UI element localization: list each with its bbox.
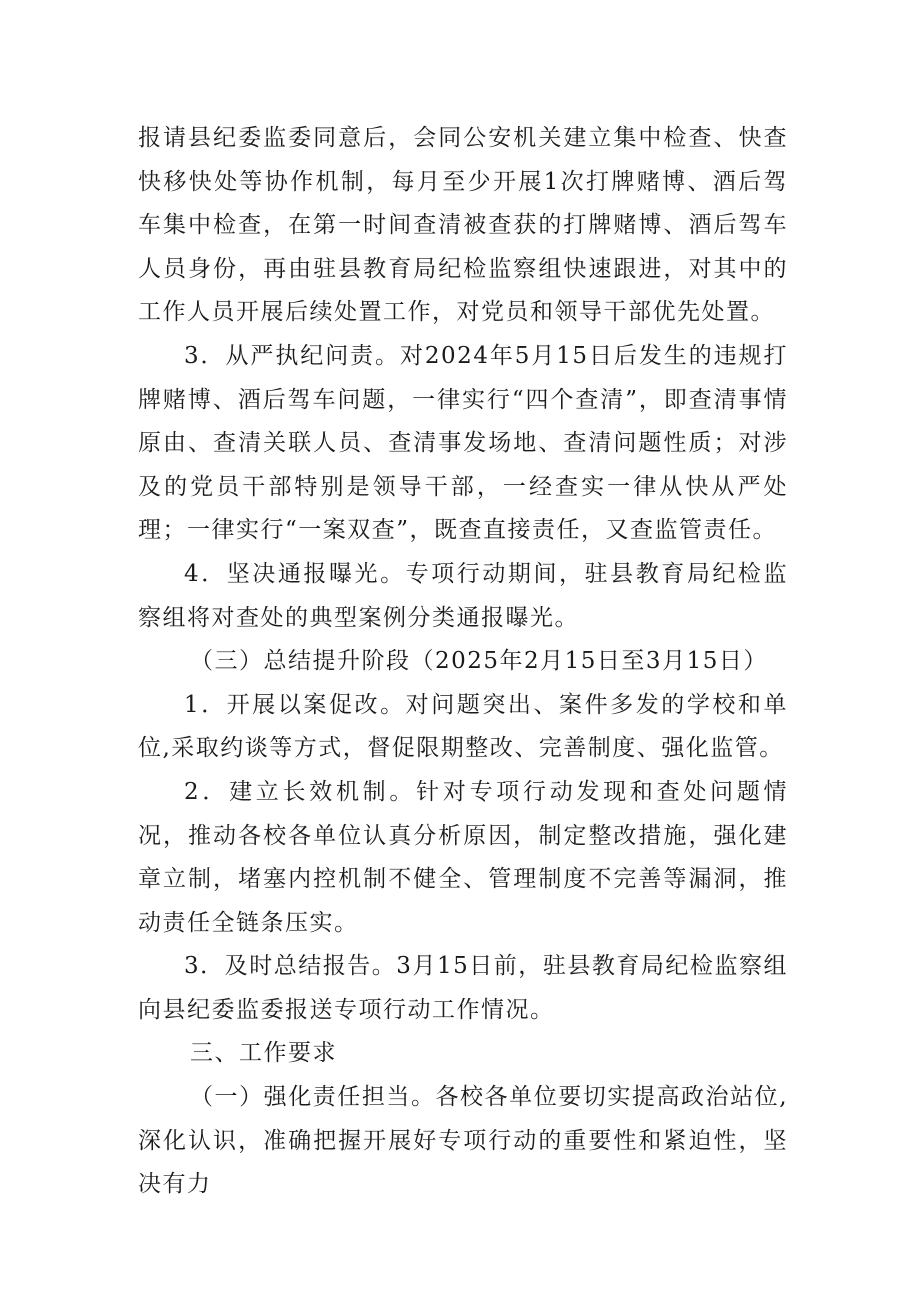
paragraph-item-2-mechanism: 2．建立长效机制。针对专项行动发现和查处问题情况，推动各校各单位认真分析原因，制定整改措施，强化建章立制，堵塞内控机制不健全、管理制度不完善等漏洞，推动责任全链条压实。 (138, 778, 788, 936)
paragraph-continuation: 报请县纪委监委同意后，会同公安机关建立集中检查、快查快移快处等协作机制，每月至少开展1次打牌赌博、酒后驾车集中检查，在第一时间查清被查获的打牌赌博、酒后驾车人员身份，再由驻县教育局纪检监察组快速跟进，对其中的工作人员开展后续处置工作，对党员和领导干部优先处置。 (138, 125, 788, 326)
paragraph-item-3-discipline: 3．从严执纪问责。对2024年5月15日后发生的违规打牌赌博、酒后驾车问题，一律实行“四个查清”，即查清事情原由、查清关联人员、查清事发场地、查清问题性质；对涉及的党员干部特别是领导干部，一经查实一律从快从严处理；一律实行“一案双查”，既查直接责任，又查监管责任。 (138, 342, 788, 544)
paragraph-item-4-exposure: 4．坚决通报曝光。专项行动期间，驻县教育局纪检监察组将对查处的典型案例分类通报曝光。 (138, 560, 788, 631)
document-body (138, 117, 788, 1207)
paragraph-requirement-1: （一）强化责任担当。各校各单位要切实提高政治站位,深化认识，准确把握开展好专项行动的重要性和紧迫性，坚决有力 (138, 1084, 788, 1198)
section-heading-requirements: 三、工作要求 (190, 1040, 337, 1067)
section-heading-stage-three: （三）总结提升阶段（2025年2月15日至3月15日） (190, 648, 768, 675)
paragraph-item-1-reform: 1．开展以案促改。对问题突出、案件多发的学校和单位,采取约谈等方式，督促限期整改、完善制度、强化监管。 (138, 691, 788, 762)
paragraph-item-3-report: 3．及时总结报告。3月15日前，驻县教育局纪检监察组向县纪委监委报送专项行动工作情况。 (138, 953, 788, 1023)
